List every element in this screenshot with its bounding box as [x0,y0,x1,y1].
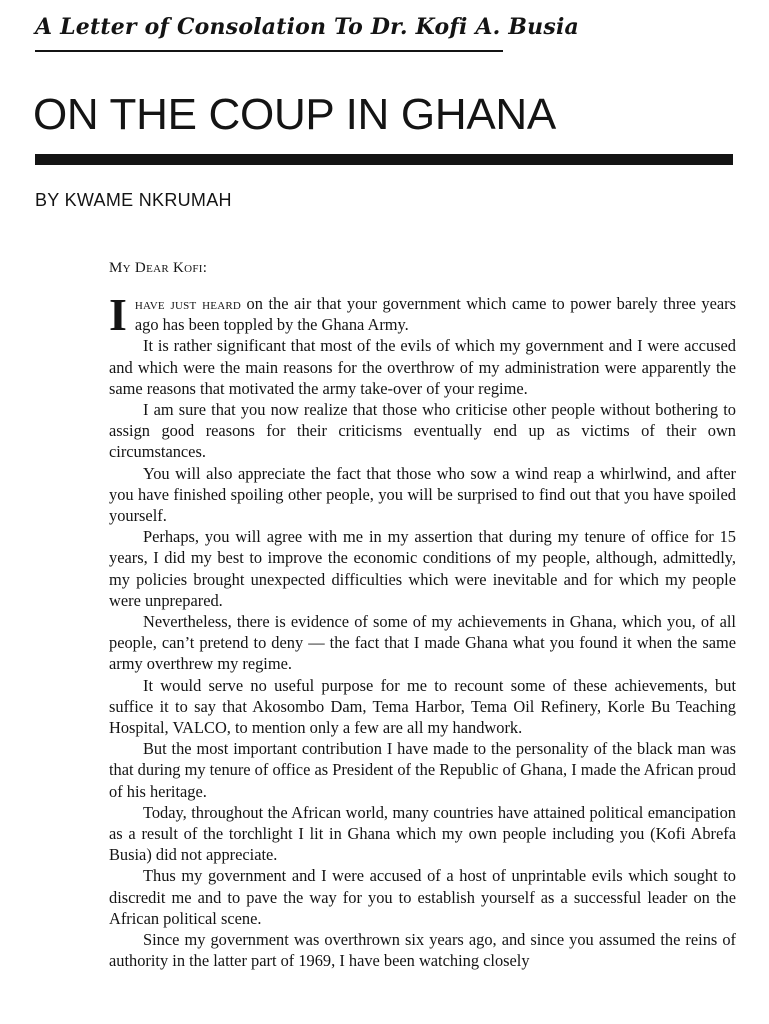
kicker-rule [35,50,503,52]
paragraph-10: Thus my government and I were accused of a host of unprintable evils which sought to discredit me and to pave the way for you to establish yourself as a successful leader on the African political scene. [109,866,736,928]
paragraph-5: Perhaps, you will agree with me in my assertion that during my tenure of office for 15 years, I did my best to improve the economic conditions of my people, although, admittedly, my policies brought unexpected difficulties which were inevitable and for which my people were unprepared. [109,527,736,610]
article-headline: ON THE COUP IN GHANA [33,90,556,140]
heavy-divider-rule [35,154,733,165]
lead-in-caps: have just heard [134,294,242,313]
paragraph-4: You will also appreciate the fact that those who sow a wind reap a whirlwind, and after you have finished spoiling other people, you will be surprised to find out that you have spoiled yourself. [109,463,736,526]
paragraph-3: I am sure that you now realize that those who criticise other people without bothering to assign good reasons for their criticisms eventually end up as victims of their own circumstances. [109,400,736,462]
paragraph-1 [109,289,737,340]
drop-cap: I [109,289,127,340]
paragraph-2: It is rather significant that most of the evils of which my government and I were accused and which were the main reasons for the overthrow of my administration were apparently the same reasons that motivated the army take-over of your regime. [109,336,736,398]
paragraph-7: It would serve no useful purpose for me to recount some of these achievements, but suffice it to say that Akosombo Dam, Tema Harbor, Tema Oil Refinery, Korle Bu Teaching Hospital, VALCO, to mention only a few are all my handwork. [109,675,736,738]
article-byline: BY KWAME NKRUMAH [35,190,232,210]
paragraph-9: Today, throughout the African world, many countries have attained political emancipation as a result of the torchlight I lit in Ghana which my own people including you (Kofi Abrefa Busia) did not appreciate. [109,802,736,865]
article-kicker: A Letter of Consolation To Dr. Kofi A. Busia [35,14,579,40]
letter-body [109,289,737,972]
paragraph-6: Nevertheless, there is evidence of some of my achievements in Ghana, which you, of all people, can’t pretend to deny — the fact that I made Ghana what you found it when the same army overthrew my regime. [109,612,736,674]
paragraph-11: Since my government was overthrown six years ago, and since you assumed the reins of authority in the latter part of 1969, I have been watching closely [109,930,736,971]
paragraph-1-text: on the air that your government which came to power barely three years ago has been toppled by the Ghana Army. [134,294,737,335]
paragraph-8: But the most important contribution I have made to the personality of the black man was that during my tenure of office as President of the Republic of Ghana, I made the African proud of his heritage. [109,739,736,801]
letter-salutation: My Dear Kofi: [109,260,208,276]
